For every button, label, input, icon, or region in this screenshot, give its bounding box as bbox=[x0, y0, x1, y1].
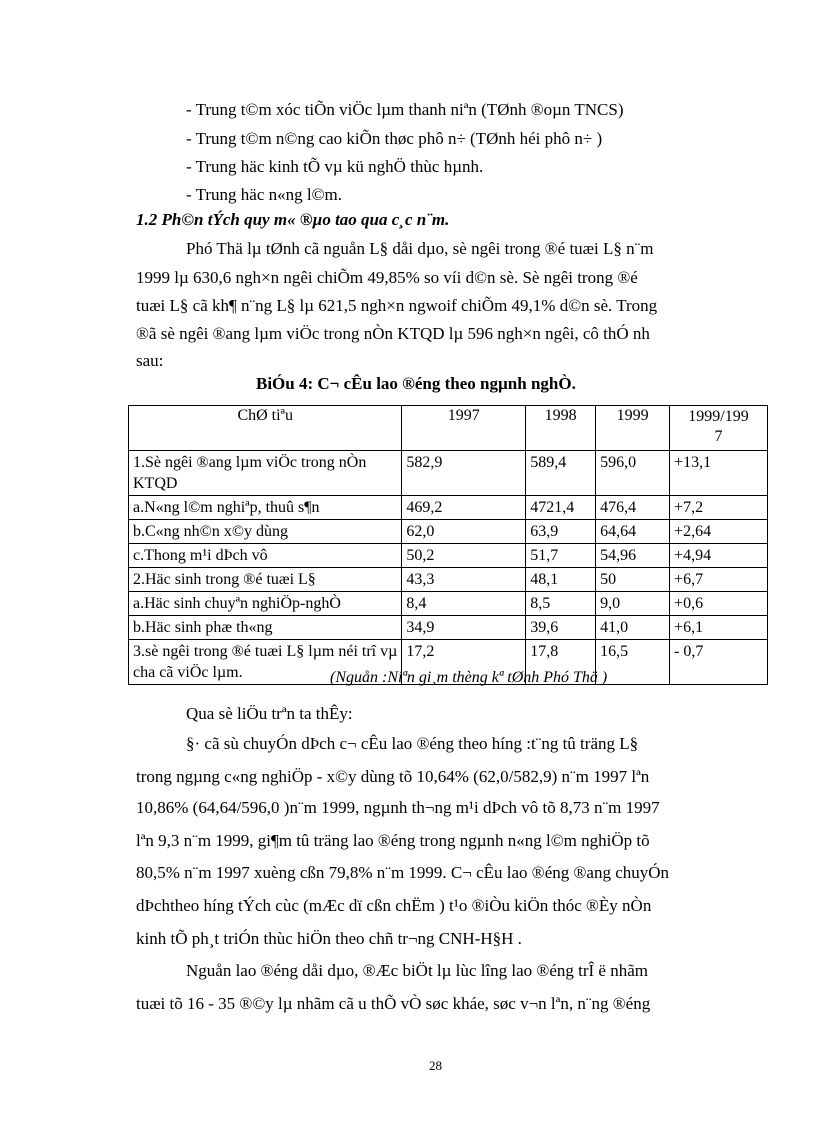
paragraph-line: 10,86% (64,64/596,0 )n¨m 1999, ngµnh th¬ng m¹i dÞch vô tõ 8,73 n¨m 1997 bbox=[136, 798, 660, 817]
table-header-cell: 1998 bbox=[526, 406, 596, 451]
paragraph-line: dÞchtheo híng tÝch cùc (mÆc dï cßn chËm ) t¹o ®iÒu kiÖn thóc ®Èy nÒn bbox=[136, 896, 652, 915]
table-cell: +6,1 bbox=[670, 616, 768, 640]
intro-line: Qua sè liÖu trªn ta thÊy: bbox=[186, 704, 353, 723]
table-header-cell: 1999 bbox=[596, 406, 670, 451]
table-cell: 54,96 bbox=[596, 544, 670, 568]
table-cell: +4,94 bbox=[670, 544, 768, 568]
table-row bbox=[129, 616, 768, 640]
table-cell: 43,3 bbox=[402, 568, 526, 592]
table-cell: +2,64 bbox=[670, 520, 768, 544]
labor-structure-table bbox=[128, 405, 768, 685]
table-row bbox=[129, 496, 768, 520]
table-row bbox=[129, 592, 768, 616]
table-cell: 4721,4 bbox=[526, 496, 596, 520]
table-source-note: (Nguån :Niªn gi¸m thèng kª tØnh Phó Thä ) bbox=[330, 669, 608, 686]
paragraph-line: ®ã sè ngêi ®ang lµm viÖc trong nÒn KTQD lµ 596 ngh×n ngêi, cô thÓ nh bbox=[136, 324, 650, 343]
table-row bbox=[129, 520, 768, 544]
table-header-row bbox=[129, 406, 768, 451]
table-cell: +6,7 bbox=[670, 568, 768, 592]
table-cell: 50,2 bbox=[402, 544, 526, 568]
table-cell: +13,1 bbox=[670, 451, 768, 496]
table-cell: 2.Häc sinh trong ®é tuæi L§ bbox=[129, 568, 402, 592]
table-title: BiÓu 4: C¬ cÊu lao ®éng theo ngµnh nghÒ. bbox=[256, 374, 576, 393]
paragraph-line: sau: bbox=[136, 351, 164, 370]
table-cell: 17,8 bbox=[526, 640, 596, 685]
table-cell: a.Häc sinh chuyªn nghiÖp-nghÒ bbox=[129, 592, 402, 616]
table-cell: 62,0 bbox=[402, 520, 526, 544]
table-cell: 39,6 bbox=[526, 616, 596, 640]
table-cell: - 0,7 bbox=[670, 640, 768, 685]
paragraph-line: Nguån lao ®éng dåi dµo, ®Æc biÖt lµ lùc lîng lao ®éng trÎ ë nhãm bbox=[186, 961, 648, 980]
table-row bbox=[129, 568, 768, 592]
paragraph-line: Phó Thä lµ tØnh cã nguån L§ dåi dµo, sè ngêi trong ®é tuæi L§ n¨m bbox=[186, 239, 654, 258]
table-header-cell: 1997 bbox=[402, 406, 526, 451]
table-header-cell: 1999/199 7 bbox=[670, 406, 768, 451]
table-cell: b.Häc sinh phæ th«ng bbox=[129, 616, 402, 640]
bullet-item: - Trung häc n«ng l©m. bbox=[186, 185, 343, 204]
paragraph-line: tuæi tõ 16 - 35 ®©y lµ nhãm cã u thÕ vÒ søc kháe, søc v¬n lªn, n¨ng ®éng bbox=[136, 994, 651, 1013]
table-cell: 50 bbox=[596, 568, 670, 592]
table-row bbox=[129, 544, 768, 568]
table-cell: c.Thong m¹i dÞch vô bbox=[129, 544, 402, 568]
paragraph-line: lªn 9,3 n¨m 1999, gi¶m tû träng lao ®éng trong ngµnh n«ng l©m nghiÖp tõ bbox=[136, 831, 650, 850]
table-header-cell: ChØ tiªu bbox=[129, 406, 402, 451]
table-cell: 1.Sè ngêi ®ang lµm viÖc trong nÒn KTQD bbox=[129, 451, 402, 496]
paragraph-line: kinh tÕ ph¸t triÓn thùc hiÖn theo chñ tr¬ng CNH-H§H . bbox=[136, 929, 522, 948]
bullet-item: - Trung t©m n©ng cao kiÕn thøc phô n÷ (TØnh héi phô n÷ ) bbox=[186, 129, 603, 148]
table-cell: b.C«ng nh©n x©y dùng bbox=[129, 520, 402, 544]
paragraph-line: trong ngµng c«ng nghiÖp - x©y dùng tõ 10,64% (62,0/582,9) n¨m 1997 lªn bbox=[136, 767, 650, 786]
table-cell: +0,6 bbox=[670, 592, 768, 616]
table-row bbox=[129, 451, 768, 496]
table-cell: 596,0 bbox=[596, 451, 670, 496]
table-cell: 589,4 bbox=[526, 451, 596, 496]
bullet-item: - Trung t©m xóc tiÕn viÖc lµm thanh niªn (TØnh ®oµn TNCS) bbox=[186, 100, 624, 119]
table-cell: a.N«ng l©m nghiªp, thuû s¶n bbox=[129, 496, 402, 520]
table-cell: 34,9 bbox=[402, 616, 526, 640]
paragraph-line: §· cã sù chuyÓn dÞch c¬ cÊu lao ®éng theo híng :t¨ng tû träng L§ bbox=[186, 734, 639, 753]
table-cell: 8,5 bbox=[526, 592, 596, 616]
table-cell: 41,0 bbox=[596, 616, 670, 640]
paragraph-line: 1999 lµ 630,6 ngh×n ngêi chiÕm 49,85% so víi d©n sè. Sè ngêi trong ®é bbox=[136, 268, 638, 287]
paragraph-line: tuæi L§ cã kh¶ n¨ng L§ lµ 621,5 ngh×n ngwoif chiÕm 49,1% d©n sè. Trong bbox=[136, 296, 658, 315]
paragraph-line: 80,5% n¨m 1997 xuèng cßn 79,8% n¨m 1999. C¬ cÊu lao ®éng ®ang chuyÓn bbox=[136, 863, 670, 882]
table-cell: 469,2 bbox=[402, 496, 526, 520]
table-cell: 51,7 bbox=[526, 544, 596, 568]
table-cell: 64,64 bbox=[596, 520, 670, 544]
table-cell: 9,0 bbox=[596, 592, 670, 616]
page-number: 28 bbox=[429, 1058, 442, 1073]
table-cell: +7,2 bbox=[670, 496, 768, 520]
table-cell: 16,5 bbox=[596, 640, 670, 685]
table-cell: 3.sè ngêi trong ®é tuæi L§ lµm néi trî vµ cha cã viÖc lµm. bbox=[129, 640, 402, 685]
table-cell: 48,1 bbox=[526, 568, 596, 592]
bullet-item: - Trung häc kinh tÕ vµ kü nghÖ thùc hµnh. bbox=[186, 157, 484, 176]
table-cell: 582,9 bbox=[402, 451, 526, 496]
table-cell: 8,4 bbox=[402, 592, 526, 616]
table-cell: 63,9 bbox=[526, 520, 596, 544]
section-heading: 1.2 Ph©n tÝch quy m« ®µo tao qua c¸c n¨m. bbox=[136, 210, 450, 229]
table-cell: 476,4 bbox=[596, 496, 670, 520]
table-cell: 17,2 bbox=[402, 640, 526, 685]
